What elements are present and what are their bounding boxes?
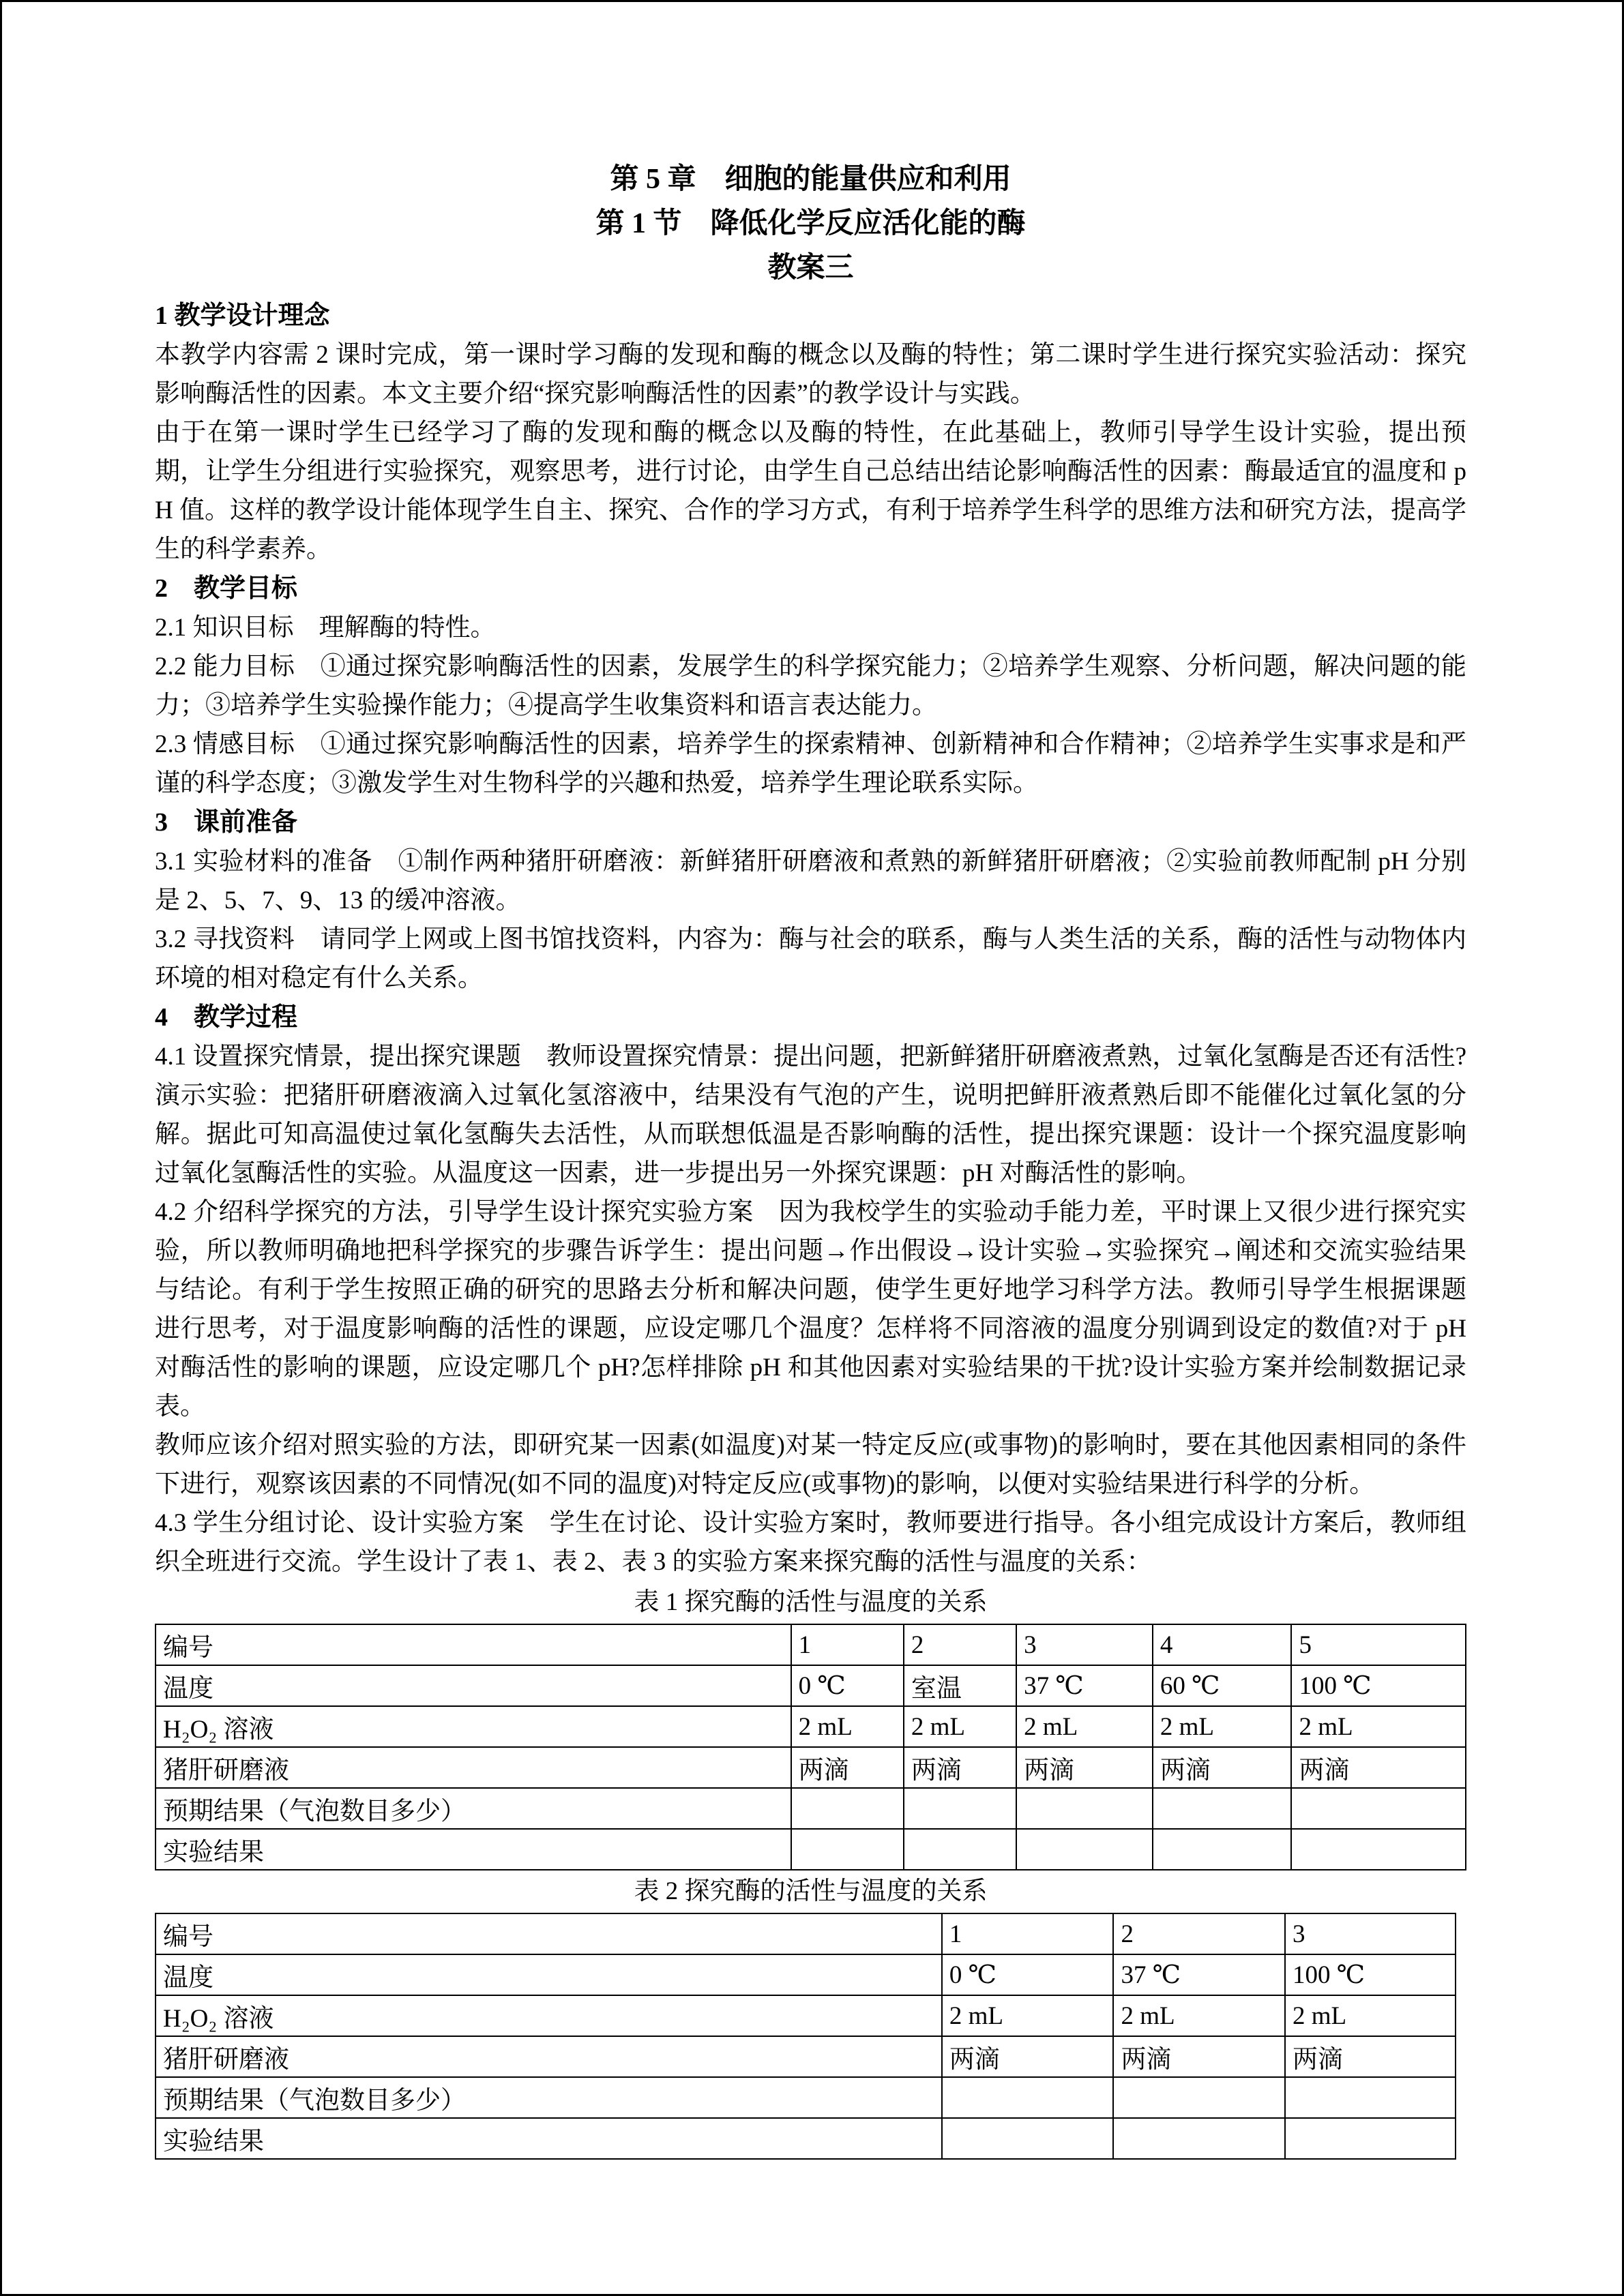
table-cell: 温度: [156, 1954, 942, 1995]
table-cell: 5: [1291, 1624, 1466, 1665]
table-cell: 2 mL: [791, 1706, 904, 1747]
section-heading-4: 4 教学过程: [155, 1003, 298, 1032]
table-cell: 2 mL: [904, 1706, 1016, 1747]
table-cell: [904, 1788, 1016, 1829]
table-cell: [1285, 2077, 1456, 2118]
paragraph: 4.3 学生分组讨论、设计实验方案 学生在讨论、设计实验方案时，教师要进行指导。各小组完成设计方案后，教师组织全班进行交流。学生设计了表 1、表 2、表 3 的实验方案来探究酶的活性与温度的关系：: [155, 1509, 1466, 1576]
doc-title-plan: 教案三: [767, 252, 854, 284]
table-row: [156, 2036, 1456, 2077]
table-cell: 两滴: [791, 1747, 904, 1788]
table-cell: 60 ℃: [1153, 1665, 1292, 1706]
table-2: [155, 1913, 1456, 2160]
table-cell: [1016, 1829, 1153, 1870]
table-cell: 实验结果: [156, 1829, 791, 1870]
doc-title-section: 第 1 节 降低化学反应活化能的酶: [595, 208, 1026, 239]
table-cell: [791, 1788, 904, 1829]
table-cell: [942, 2077, 1114, 2118]
table-cell: 猪肝研磨液: [156, 2036, 942, 2077]
table-cell: [1291, 1829, 1466, 1870]
paragraph: 2.1 知识目标 理解酶的特性。: [155, 614, 496, 642]
table-cell: 两滴: [904, 1747, 1016, 1788]
table-row: [156, 1954, 1456, 1995]
table-cell: 2 mL: [1285, 1995, 1456, 2036]
table-row: [156, 1995, 1456, 2036]
table-cell: [1113, 2077, 1285, 2118]
table-cell: 2 mL: [1113, 1995, 1285, 2036]
table-cell: 0 ℃: [942, 1954, 1114, 1995]
table-cell: [942, 2118, 1114, 2159]
table-cell: 4: [1153, 1624, 1292, 1665]
table-cell: [1291, 1788, 1466, 1829]
table-cell: 编号: [156, 1624, 791, 1665]
table-1: [155, 1624, 1466, 1870]
table-cell: H₂O₂ 溶液: [156, 1995, 942, 2036]
table-cell: 0 ℃: [791, 1665, 904, 1706]
table-cell: 两滴: [1153, 1747, 1292, 1788]
table-cell: 预期结果（气泡数目多少）: [156, 1788, 791, 1829]
table-cell: 3: [1285, 1913, 1456, 1954]
table-cell: 2 mL: [942, 1995, 1114, 2036]
table-cell: 猪肝研磨液: [156, 1747, 791, 1788]
table-cell: 两滴: [1291, 1747, 1466, 1788]
table-row: [156, 1913, 1456, 1954]
table-2-caption: 表 2 探究酶的活性与温度的关系: [634, 1877, 988, 1905]
table-cell: 2 mL: [1291, 1706, 1466, 1747]
table-cell: 两滴: [1016, 1747, 1153, 1788]
paragraph: 4.1 设置探究情景，提出探究课题 教师设置探究情景：提出问题，把新鲜猪肝研磨液煮熟，过氧化氢酶是否还有活性?演示实验：把猪肝研磨液滴入过氧化氢溶液中，结果没有气泡的产生，说明把鲜肝液煮熟后即不能催化过氧化氢的分解。据此可知高温使过氧化氢酶失去活性，从而联想低温是否影响酶的活性，提出探究课题：设计一个探究温度影响过氧化氢酶活性的实验。从温度这一因素，进一步提出另一外探究课题：pH 对酶活性的影响。: [155, 1043, 1466, 1187]
paragraph: 由于在第一课时学生已经学习了酶的发现和酶的概念以及酶的特性，在此基础上，教师引导学生设计实验，提出预期，让学生分组进行实验探究，观察思考，进行讨论，由学生自己总结出结论影响酶活性的因素：酶最适宜的温度和 pH 值。这样的教学设计能体现学生自主、探究、合作的学习方式，有利于培养学生科学的思维方法和研究方法，提高学生的科学素养。: [155, 419, 1466, 563]
doc-title-chapter: 第 5 章 细胞的能量供应和利用: [610, 164, 1012, 195]
paragraph: 本教学内容需 2 课时完成，第一课时学习酶的发现和酶的概念以及酶的特性；第二课时学生进行探究实验活动：探究影响酶活性的因素。本文主要介绍“探究影响酶活性的因素”的教学设计与实践。: [155, 341, 1466, 408]
table-cell: [1113, 2118, 1285, 2159]
table-cell: 37 ℃: [1113, 1954, 1285, 1995]
table-cell: 编号: [156, 1913, 942, 1954]
table-cell: 两滴: [1285, 2036, 1456, 2077]
table-cell: [1016, 1788, 1153, 1829]
table-cell: 100 ℃: [1291, 1665, 1466, 1706]
paragraph: 3.2 寻找资料 请同学上网或上图书馆找资料，内容为：酶与社会的联系，酶与人类生活的关系，酶的活性与动物体内环境的相对稳定有什么关系。: [155, 925, 1466, 992]
table-cell: [904, 1829, 1016, 1870]
table-cell: [1153, 1829, 1292, 1870]
document-body: [155, 296, 1466, 2160]
table-cell: 两滴: [1113, 2036, 1285, 2077]
table-row: [156, 1788, 1466, 1829]
table-cell: 1: [791, 1624, 904, 1665]
table-cell: [791, 1829, 904, 1870]
table-cell: 1: [942, 1913, 1114, 1954]
table-cell: [1153, 1788, 1292, 1829]
table-1-caption: 表 1 探究酶的活性与温度的关系: [634, 1588, 988, 1616]
table-cell: 实验结果: [156, 2118, 942, 2159]
table-cell: [1285, 2118, 1456, 2159]
title-block: [155, 158, 1466, 290]
table-row: [156, 1624, 1466, 1665]
table-cell: 100 ℃: [1285, 1954, 1456, 1995]
table-cell: 2 mL: [1016, 1706, 1153, 1747]
paragraph: 2.3 情感目标 ①通过探究影响酶活性的因素，培养学生的探索精神、创新精神和合作精神；②培养学生实事求是和严谨的科学态度；③激发学生对生物科学的兴趣和热爱，培养学生理论联系实际。: [155, 730, 1466, 797]
table-cell: 两滴: [942, 2036, 1114, 2077]
table-row: [156, 1665, 1466, 1706]
section-heading-2: 2 教学目标: [155, 574, 298, 603]
table-row: [156, 1747, 1466, 1788]
table-cell: 预期结果（气泡数目多少）: [156, 2077, 942, 2118]
table-row: [156, 2077, 1456, 2118]
table-row: [156, 1706, 1466, 1747]
paragraph: 教师应该介绍对照实验的方法，即研究某一因素(如温度)对某一特定反应(或事物)的影响时，要在其他因素相同的条件下进行，观察该因素的不同情况(如不同的温度)对特定反应(或事物)的影响，以便对实验结果进行科学的分析。: [155, 1431, 1466, 1498]
paragraph: 2.2 能力目标 ①通过探究影响酶活性的因素，发展学生的科学探究能力；②培养学生观察、分析问题，解决问题的能力；③培养学生实验操作能力；④提高学生收集资料和语言表达能力。: [155, 653, 1466, 719]
table-cell: H₂O₂ 溶液: [156, 1706, 791, 1747]
table-cell: 温度: [156, 1665, 791, 1706]
paragraph: 3.1 实验材料的准备 ①制作两种猪肝研磨液：新鲜猪肝研磨液和煮熟的新鲜猪肝研磨液；②实验前教师配制 pH 分别是 2、5、7、9、13 的缓冲溶液。: [155, 848, 1466, 914]
table-cell: 3: [1016, 1624, 1153, 1665]
section-heading-1: 1 教学设计理念: [155, 301, 330, 330]
section-heading-3: 3 课前准备: [155, 808, 298, 837]
paragraph: 4.2 介绍科学探究的方法，引导学生设计探究实验方案 因为我校学生的实验动手能力差，平时课上又很少进行探究实验，所以教师明确地把科学探究的步骤告诉学生：提出问题→作出假设→设计实验→实验探究→阐述和交流实验结果与结论。有利于学生按照正确的研究的思路去分析和解决问题，使学生更好地学习科学方法。教师引导学生根据课题进行思考，对于温度影响酶的活性的课题，应设定哪几个温度？怎样将不同溶液的温度分别调到设定的数值?对于 pH 对酶活性的影响的课题，应设定哪几个 pH?怎样排除 pH 和其他因素对实验结果的干扰?设计实验方案并绘制数据记录表。: [155, 1198, 1466, 1420]
table-row: [156, 2118, 1456, 2159]
table-cell: 37 ℃: [1016, 1665, 1153, 1706]
table-cell: 2: [904, 1624, 1016, 1665]
table-cell: 2 mL: [1153, 1706, 1292, 1747]
table-row: [156, 1829, 1466, 1870]
table-cell: 2: [1113, 1913, 1285, 1954]
table-cell: 室温: [904, 1665, 1016, 1706]
